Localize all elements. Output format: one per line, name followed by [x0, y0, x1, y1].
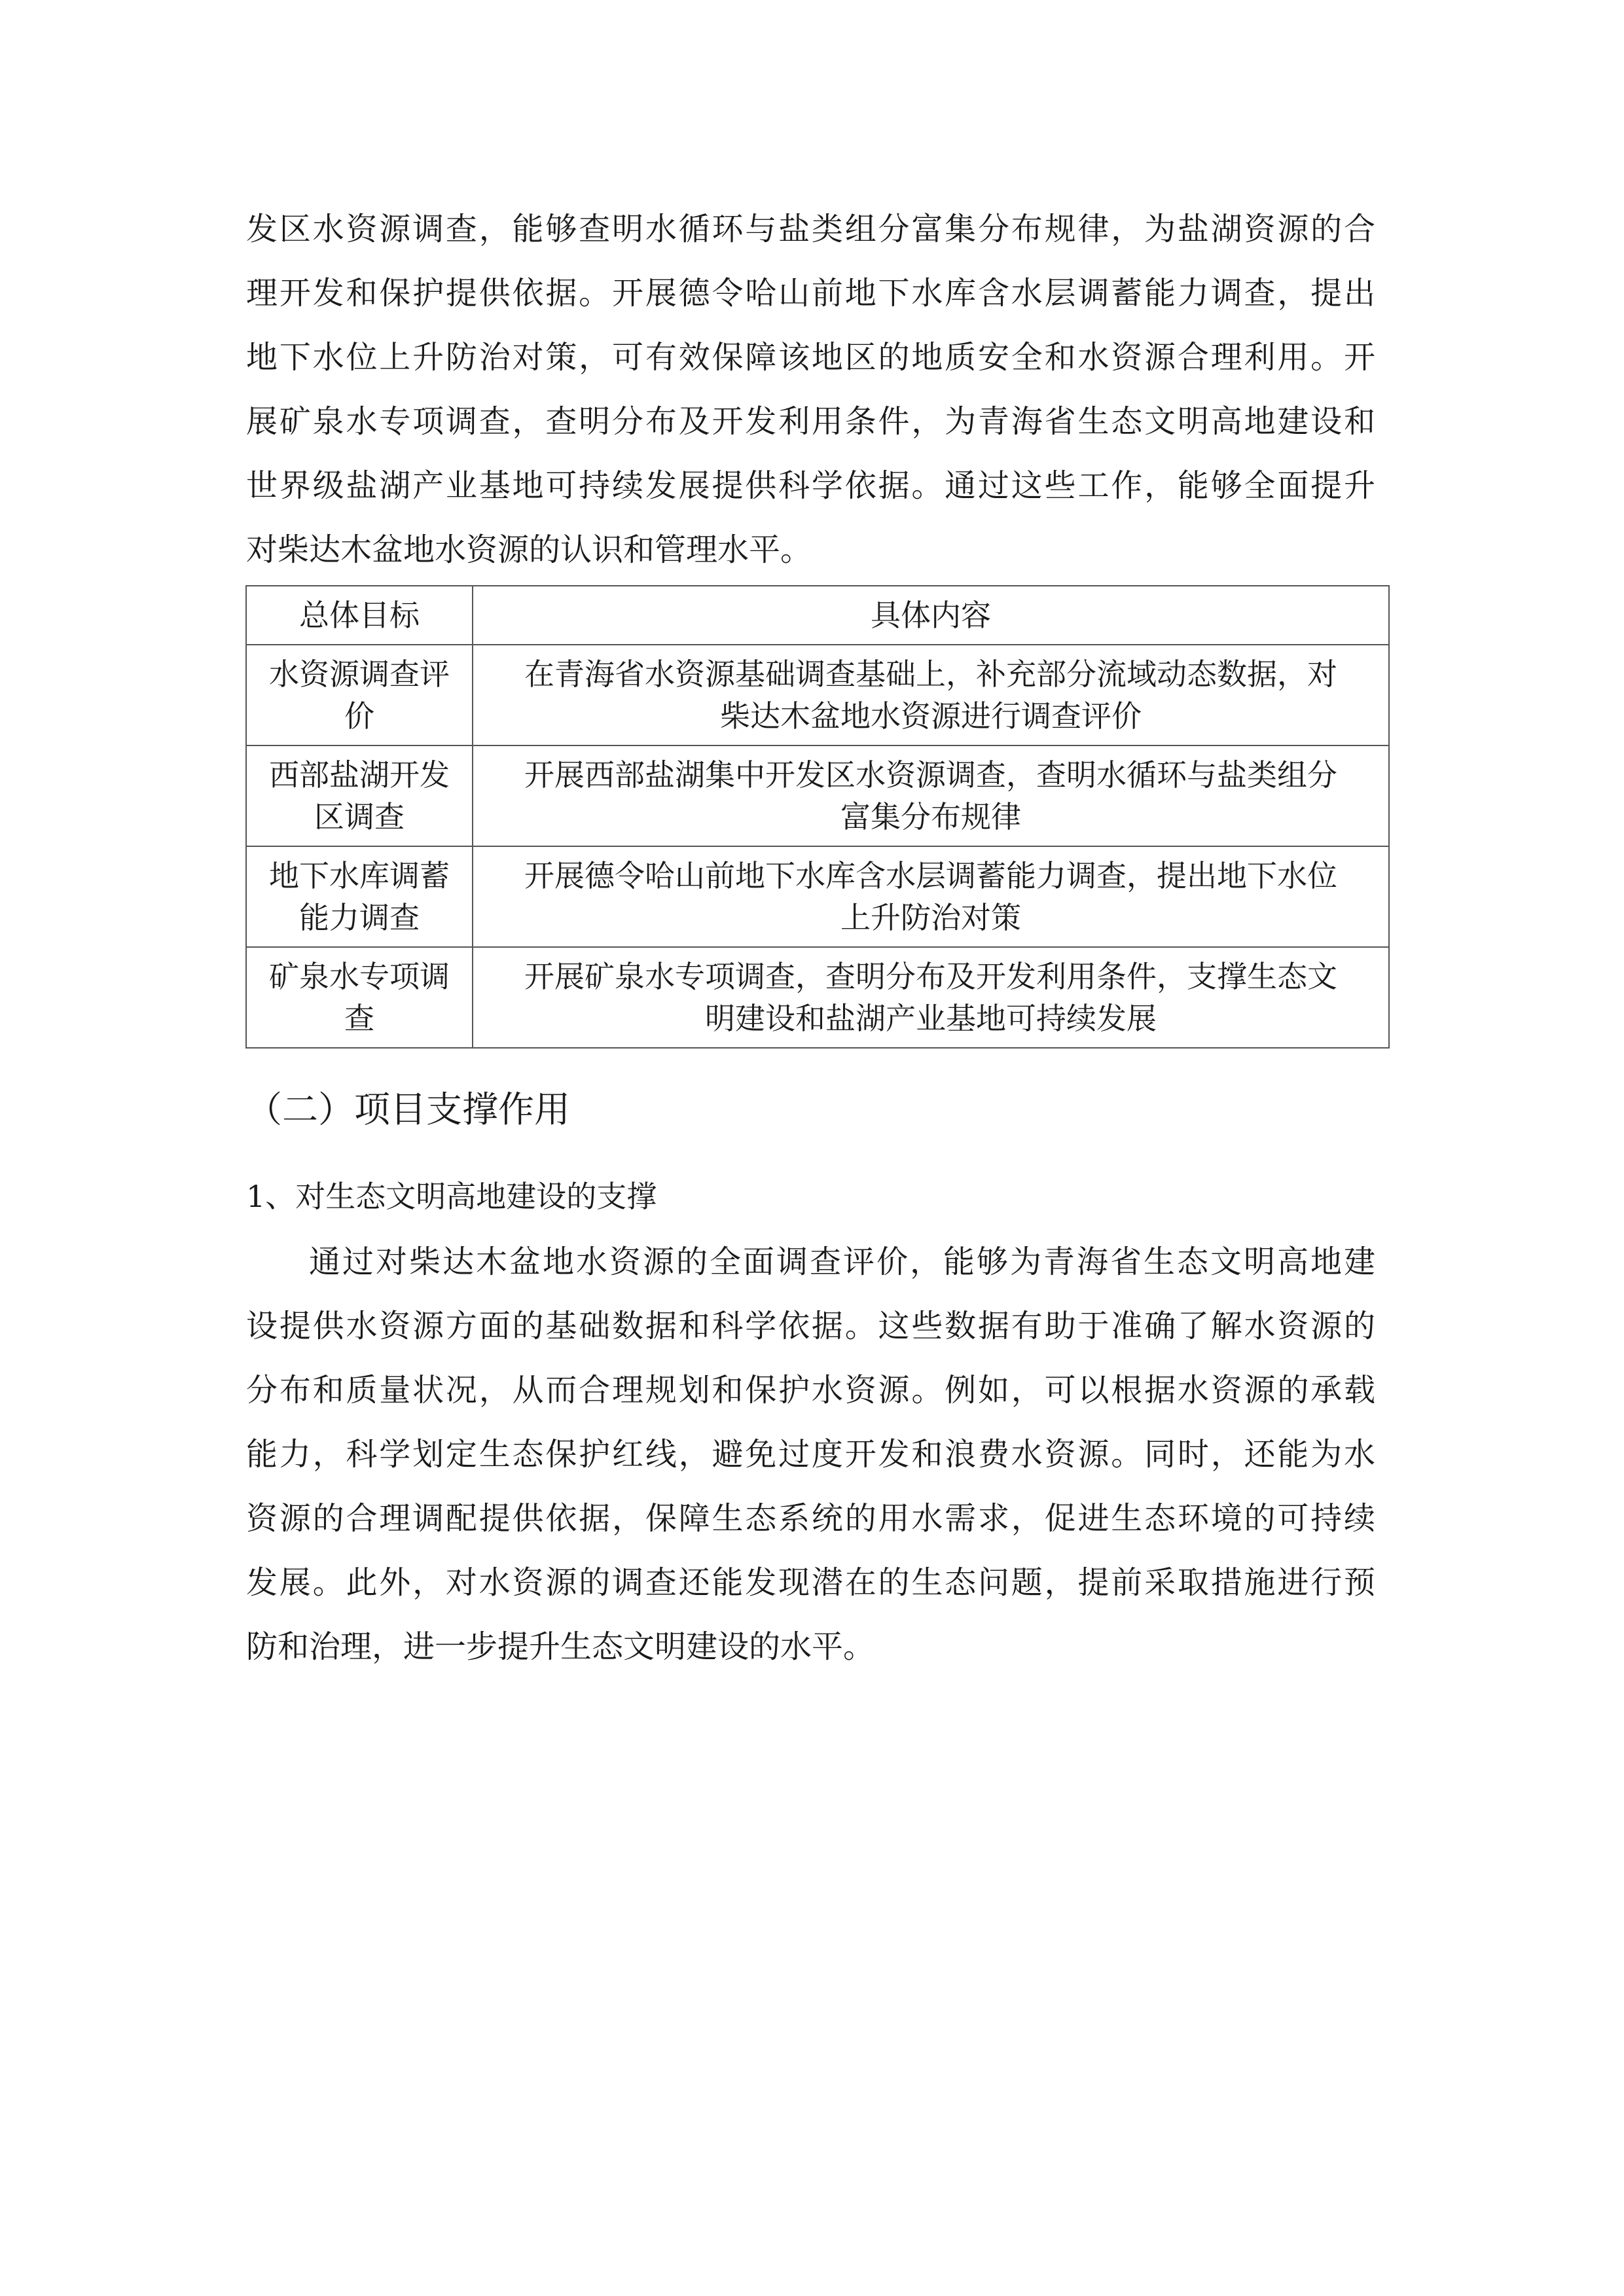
cell-line: 西部盐湖开发	[269, 757, 450, 793]
intro-line: 展矿泉水专项调查，查明分布及开发利用条件，为青海省生态文明高地建设和	[246, 403, 1375, 440]
intro-line: 对柴达木盆地水资源的认识和管理水平。	[246, 531, 812, 568]
header-goal: 总体目标	[246, 586, 473, 645]
subsection-heading: 1、对生态文明高地建设的支撑	[246, 1179, 657, 1214]
header-content: 具体内容	[473, 586, 1389, 645]
content-cell	[473, 947, 1389, 1048]
intro-line: 世界级盐湖产业基地可持续发展提供科学依据。通过这些工作，能够全面提升	[246, 467, 1375, 504]
goal-cell	[246, 645, 473, 745]
body-line: 资源的合理调配提供依据，保障生态系统的用水需求，促进生态环境的可持续	[246, 1500, 1375, 1537]
cell-line: 在青海省水资源基础调查基础上，补充部分流域动态数据，对	[524, 656, 1337, 692]
intro-line: 理开发和保护提供依据。开展德令哈山前地下水库含水层调蓄能力调查，提出	[246, 275, 1375, 312]
body-line: 能力，科学划定生态保护红线，避免过度开发和浪费水资源。同时，还能为水	[246, 1436, 1375, 1473]
goals-table	[245, 585, 1390, 1049]
content-cell	[473, 745, 1389, 846]
content-cell	[473, 645, 1389, 745]
cell-line: 地下水库调蓄	[269, 858, 450, 893]
cell-line: 明建设和盐湖产业基地可持续发展	[705, 1001, 1157, 1036]
cell-line: 开展德令哈山前地下水库含水层调蓄能力调查，提出地下水位	[524, 858, 1337, 893]
body-line: 防和治理，进一步提升生态文明建设的水平。	[246, 1628, 875, 1665]
cell-line: 能力调查	[299, 900, 420, 935]
table-row	[246, 947, 1389, 1048]
body-line: 通过对柴达木盆地水资源的全面调查评价，能够为青海省生态文明高地建	[309, 1244, 1375, 1280]
content-cell	[473, 846, 1389, 947]
body-line: 发展。此外，对水资源的调查还能发现潜在的生态问题，提前采取措施进行预	[246, 1564, 1375, 1601]
cell-line: 水资源调查评	[269, 656, 450, 692]
table-row	[246, 846, 1389, 947]
goal-cell	[246, 745, 473, 846]
cell-line: 富集分布规律	[840, 799, 1021, 834]
intro-line: 发区水资源调查，能够查明水循环与盐类组分富集分布规律，为盐湖资源的合	[246, 211, 1375, 247]
body-line: 分布和质量状况，从而合理规划和保护水资源。例如，可以根据水资源的承载	[246, 1372, 1375, 1408]
goal-cell	[246, 846, 473, 947]
cell-line: 价	[344, 698, 374, 734]
section-heading: （二）项目支撑作用	[246, 1088, 571, 1130]
goal-cell	[246, 947, 473, 1048]
cell-line: 上升防治对策	[840, 900, 1021, 935]
table-row	[246, 745, 1389, 846]
cell-line: 区调查	[314, 799, 405, 834]
table-row	[246, 645, 1389, 745]
cell-line: 开展西部盐湖集中开发区水资源调查，查明水循环与盐类组分	[524, 757, 1337, 793]
cell-line: 矿泉水专项调	[269, 959, 450, 994]
cell-line: 开展矿泉水专项调查，查明分布及开发利用条件，支撑生态文	[524, 959, 1337, 994]
body-line: 设提供水资源方面的基础数据和科学依据。这些数据有助于准确了解水资源的	[246, 1308, 1375, 1344]
table-header-row	[246, 586, 1389, 645]
intro-line: 地下水位上升防治对策，可有效保障该地区的地质安全和水资源合理利用。开	[246, 339, 1375, 376]
cell-line: 柴达木盆地水资源进行调查评价	[720, 698, 1142, 734]
cell-line: 查	[344, 1001, 374, 1036]
